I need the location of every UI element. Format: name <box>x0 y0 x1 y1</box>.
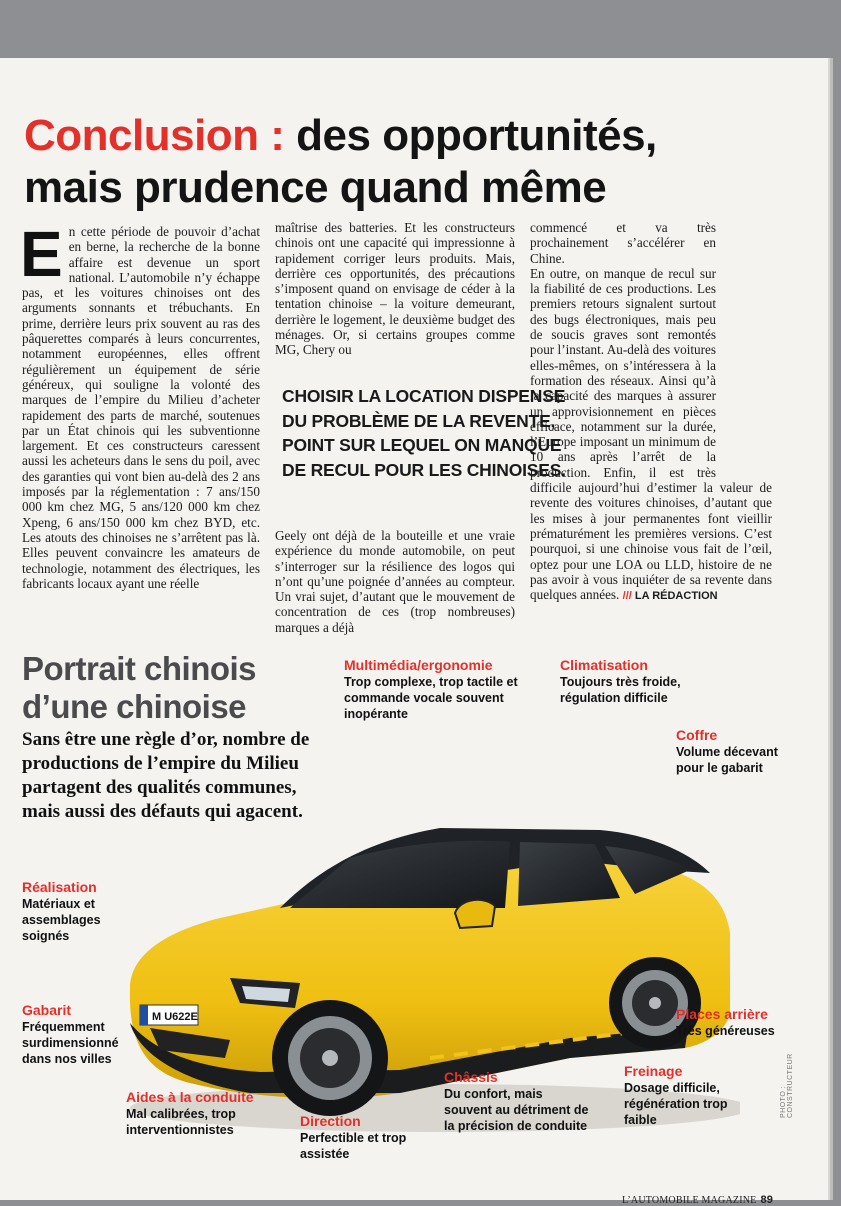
page-footer <box>622 1194 773 1206</box>
label-direction: Direction Perfectible et trop assistée <box>300 1113 407 1161</box>
magazine-page <box>0 58 828 1206</box>
article-title <box>24 110 657 214</box>
column-1-text: n cette période de pouvoir d’achat en berne, la recherche de la bonne affaire est devenue un sport national. L’automobile n’y échappe pas, et les voitures chinoises ont des arguments sonnants et trébuchants. En prime, derrière leurs prix souvent au ras des pâquerettes comparés à leurs concurrentes, notamment européennes, elles offrent régulièrement un équipement de série généreux, qui souligne la volonté des marques de l’empire du Milieu d’acheter rapidement des parts de marché, soutenues par un État chinois qui les subventionne largement. Et ces constructeurs caressent aussi les acheteurs dans le sens du poil, avec des garanties qui vont bien au-delà des 2 ans imposés par la réglementation : 7 ans/150 000 km chez MG, 5 ans/120 000 km chez Xpeng, 6 ans/150 000 km chez BYD, etc. Les atouts des chinoises ne s’arrêtent pas là. Elles peuvent convaincre les amateurs de technologie, notamment des électriques, les fabricants locaux ayant une réelle <box>22 224 260 591</box>
label-places-arriere: Places arrière Très généreuses <box>676 1006 775 1038</box>
drop-cap: E <box>20 218 63 290</box>
label-climatisation: Climatisation Toujours très froide, régulation difficile <box>560 657 681 705</box>
signature: /// LA RÉDACTION <box>622 590 718 603</box>
label-freinage: Freinage Dosage difficile, régénération trop faible <box>624 1063 728 1127</box>
label-chassis: Châssis Du confort, mais souvent au détriment de la précision de conduite <box>444 1069 589 1133</box>
magazine-name: L’AUTOMOBILE MAGAZINE <box>622 1195 757 1206</box>
column-3-paragraph-1: commencé et va très prochainement s’accélérer en Chine. <box>530 220 716 266</box>
portrait-intro: Sans être une règle d’or, nombre de productions de l’empire du Milieu partagent des qualités communes, mais aussi des défauts qui agacent. <box>22 729 310 822</box>
title-line1-rest: des opportunités, <box>284 111 657 160</box>
label-multimedia: Multimédia/ergonomie Trop complexe, trop tactile et commande vocale souvent inopérante <box>344 657 518 721</box>
plate-eu-band <box>140 1005 148 1025</box>
license-plate-text: M U622E <box>152 1011 198 1023</box>
article-column-1 <box>20 218 260 591</box>
pull-quote-wrap-spacer <box>720 341 772 471</box>
label-coffre: Coffre Volume décevant pour le gabarit <box>676 727 778 775</box>
front-wheel <box>272 1000 388 1116</box>
photo-credit: PHOTO : CONSTRUCTEUR <box>780 1053 794 1118</box>
title-highlight: Conclusion : <box>24 111 285 160</box>
article-column-2-top: maîtrise des batteries. Et les constructeurs chinois ont une capacité qui impressionne à rapidement corriger leurs produits. Mais, derrière ces opportunités, des précautions s’imposent quand on envisage de céder à la tentation chinoise – la voiture demeurant, derrière le logement, le deuxième budget des ménages. Or, si certains groupes comme MG, Chery ou <box>275 220 515 358</box>
page-number: 89 <box>760 1194 774 1206</box>
article-column-2-bottom: Geely ont déjà de la bouteille et une vraie expérience du monde automobile, on peut s’interroger sur la résilience des logos qui n’ont qu’une poignée d’années au compteur. Un vrai sujet, d’autant que le mouvement de concentration de ces (trop nombreuses) marques a déjà <box>275 528 515 635</box>
label-gabarit: Gabarit Fréquemment surdimensionné dans nos villes <box>22 1002 119 1066</box>
column-3-paragraph-2: En outre, on manque de recul sur la fiabilité de ces productions. Les premiers retours signalent surtout des bugs électroniques, mais peu de soucis graves sont remontés pour l’instant. Au-delà des voitures elles-mêmes, on s’intéressera à la formation des réseaux. Ainsi qu’à la capacité des marques à assurer un approvisionnement en pièces efficace, notamment sur la durée, l’Europe imposant un minimum de 10 ans après l’arrêt de la production. Enfin, il est très difficile aujourd’hui d’estimer la valeur de revente des voitures chinoises, d’autant que les mises à jour permanentes font vieillir prématurément les premières versions. C’est pourquoi, si une chinoise vous fait de l’œil, optez pour une LOA ou LLD, histoire de ne pas avoir à vous inquiéter de sa revente dans quelques années. /// LA RÉDACTION <box>530 265 772 603</box>
label-aides-conduite: Aides à la conduite Mal calibrées, trop interventionnistes <box>126 1089 254 1137</box>
side-mirror <box>455 900 495 928</box>
portrait-title: Portrait chinois d’une chinoise <box>22 650 257 725</box>
label-realisation: Réalisation Matériaux et assemblages soignés <box>22 879 101 943</box>
pull-quote: CHOISIR LA LOCATION DISPENSE DU PROBLÈME DE LA REVENTE, POINT SUR LEQUEL ON MANQUE DE RECUL POUR LES CHINOISES. <box>282 386 566 480</box>
article-column-3 <box>530 220 772 604</box>
title-line2: mais prudence quand même <box>24 163 607 212</box>
